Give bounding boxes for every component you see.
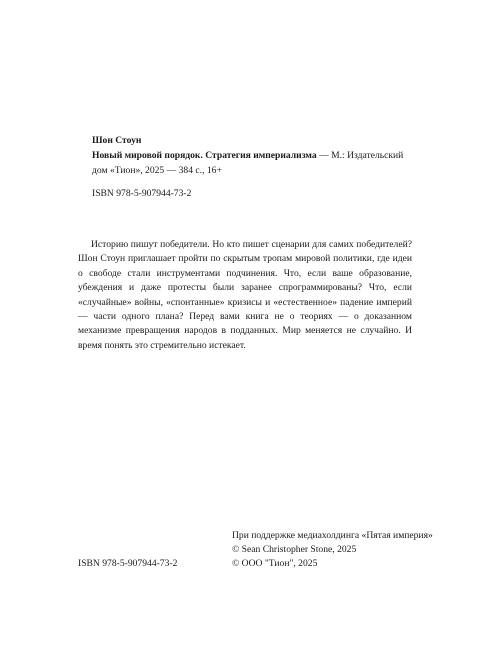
book-title: Новый мировой порядок. Стратегия империализма <box>92 150 317 161</box>
isbn-top: ISBN 978-5-907944-73-2 <box>92 188 192 199</box>
support-line: При поддержке медиахолдинга «Пятая империя» <box>232 530 433 541</box>
credits-block <box>232 529 433 572</box>
bibliographic-record <box>92 133 422 178</box>
publisher-info-2: дом «Тион», 2025 — 384 с., 16+ <box>92 165 222 176</box>
isbn-bottom: ISBN 978-5-907944-73-2 <box>78 558 178 569</box>
title-line <box>92 148 422 163</box>
copyright-publisher: © ООО "Тион", 2025 <box>232 558 318 570</box>
author-name: Шон Стоун <box>92 135 142 146</box>
copyright-author: © Sean Christopher Stone, 2025 <box>232 544 357 556</box>
publisher-info-1: — М.: Издательский <box>316 150 404 161</box>
annotation-text: Историю пишут победители. Но кто пишет сценарии для самих победителей? Шон Стоун приглашает пройти по скрытым тропам мировой политики, где идеи о свободе стали инструментами подчинения. Что, если ваше образование, убеждения и даже протесты были заранее спрограммированы? Что, если «случайные» войны, «спонтанные» кризисы и «естественное» падение империй — части одного плана? Перед вами книга не о теориях — о доказанном механизме превращения народов в подданных. Мир меняется не случайно. И время понять это стремительно истекает. <box>78 239 412 351</box>
